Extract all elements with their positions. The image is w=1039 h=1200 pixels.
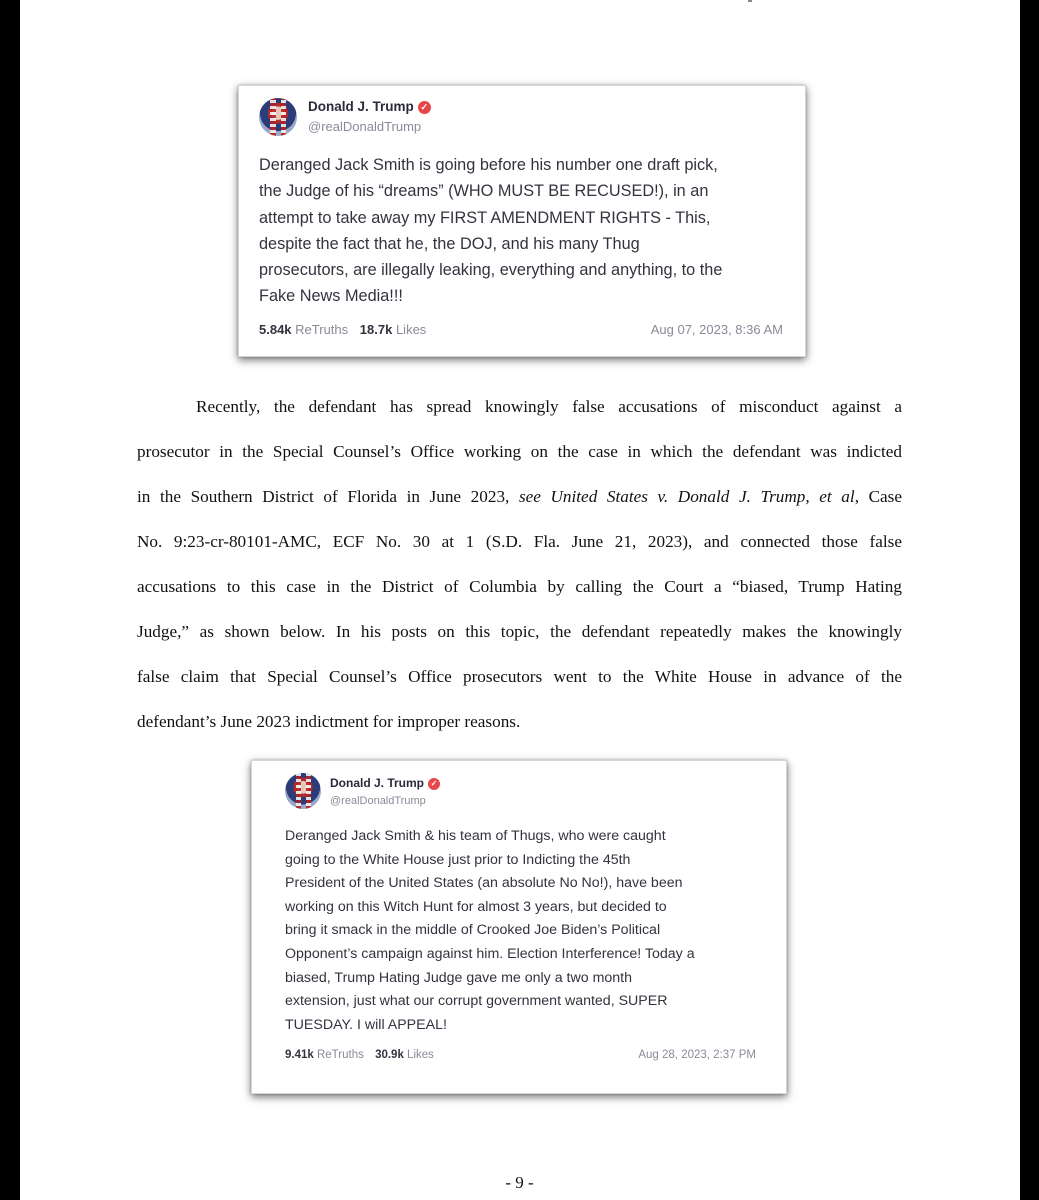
paragraph-line: No. 9:23-cr-80101-AMC, ECF No. 30 at 1 (S.D. Fla. June 21, 2023), and connected those false (137, 532, 902, 551)
avatar (285, 773, 321, 809)
verified-badge-icon: ✓ (428, 778, 440, 790)
paragraph-line: defendant’s June 2023 indictment for improper reasons. (137, 712, 521, 731)
post-author-name: Donald J. Trump ✓ (330, 776, 440, 790)
paragraph-line: accusations to this case in the District of Columbia by calling the Court a “biased, Trump Hating (137, 577, 902, 596)
retruths-label: ReTruths (316, 1049, 364, 1061)
paragraph-line: prosecutor in the Special Counsel’s Office working on the case in which the defendant was indicted (137, 442, 902, 461)
post-stats (259, 322, 426, 337)
right-black-border (1020, 0, 1039, 1200)
page-number: - 9 - (505, 1173, 534, 1192)
left-black-border (0, 0, 20, 1200)
likes-count: 30.9k (375, 1049, 404, 1061)
paragraph-line: false claim that Special Counsel’s Office prosecutors went to the White House in advance of the (137, 667, 902, 686)
paragraph-line-with-citation: in the Southern District of Florida in June 2023, see United States v. Donald J. Trump, et al, Case (137, 487, 902, 506)
post-date: Aug 28, 2023, 2:37 PM (638, 1049, 756, 1061)
paragraph-line: Recently, the defendant has spread knowingly false accusations of misconduct against a (196, 397, 902, 416)
avatar (259, 98, 297, 136)
case-citation: see United States v. Donald J. Trump, et al (518, 487, 855, 506)
post-text: Deranged Jack Smith is going before his number one draft pick, the Judge of his “dreams” (WHO MUST BE RECUSED!), in an attempt to take away my FIRST AMENDMENT RIGHTS - This, despite the fact that he, the DOJ, and his many Thug prosecutors, are illegally leaking, everything and anything, to the Fake News Media!!! (259, 156, 723, 306)
post-date: Aug 07, 2023, 8:36 AM (650, 322, 783, 337)
paragraph-line: Judge,” as shown below. In his posts on this topic, the defendant repeatedly makes the knowingly (137, 622, 902, 641)
likes-label: Likes (395, 322, 427, 337)
likes-count: 18.7k (359, 322, 393, 337)
retruths-count: 9.41k (285, 1049, 314, 1061)
truth-post-card-1 (238, 85, 806, 357)
post-stats (285, 1049, 434, 1061)
post-author-handle: @realDonaldTrump (308, 119, 422, 134)
post-author-handle: @realDonaldTrump (330, 795, 426, 807)
top-edge-mark (748, 0, 752, 2)
retruths-label: ReTruths (295, 322, 349, 337)
post-text: Deranged Jack Smith & his team of Thugs, who were caught going to the White House just prior to Indicting the 45th President of the United States (an absolute No No!), have been working on this Witch Hunt for almost 3 years, but decided to bring it smack in the middle of Crooked Joe Biden’s Political Opponent’s campaign against him. Election Interference! Today a biased, Trump Hating Judge gave me only a two month extension, just what our corrupt government wanted, SUPER TUESDAY. I will APPEAL! (285, 828, 695, 1033)
retruths-count: 5.84k (259, 322, 292, 337)
likes-label: Likes (407, 1049, 434, 1061)
verified-badge-icon: ✓ (418, 101, 431, 114)
post-author-name: Donald J. Trump ✓ (308, 99, 431, 114)
truth-post-card-2 (251, 760, 787, 1094)
